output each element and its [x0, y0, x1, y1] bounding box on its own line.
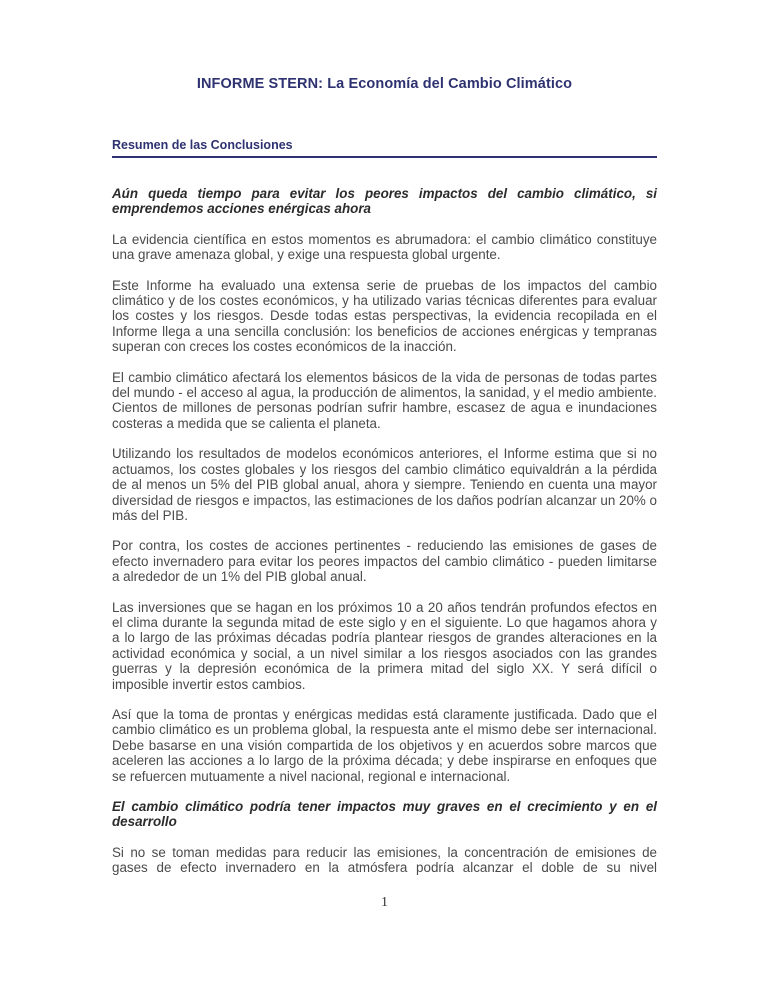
paragraph: Así que la toma de prontas y enérgicas medidas está claramente justificada. Dado que el cambio climático es un problema global, la respuesta ante el mismo debe ser internacional. Debe basarse en una visión compartida de los objetivos y en acuerdos sobre marcos que aceleren las acciones a lo largo de la próxima década; y debe inspirarse en enfoques que se refuercen mutuamente a nivel nacional, regional e internacional.	[112, 706, 657, 784]
paragraph: Este Informe ha evaluado una extensa serie de pruebas de los impactos del cambio climático y de los costes económicos, y ha utilizado varias técnicas diferentes para evaluar los costes y los riesgos. Desde todas estas perspectivas, la evidencia recopilada en el Informe llega a una sencilla conclusión: los beneficios de acciones enérgicas y tempranas superan con creces los costes económicos de la inacción.	[112, 277, 657, 355]
paragraph: Por contra, los costes de acciones pertinentes - reduciendo las emisiones de gases de efecto invernadero para evitar los peores impactos del cambio climático - pueden limitarse a alrededor de un 1% del PIB global anual.	[112, 538, 657, 585]
paragraph: El cambio climático afectará los elementos básicos de la vida de personas de todas partes del mundo - el acceso al agua, la producción de alimentos, la sanidad, y el medio ambiente. Cientos de millones de personas podrían sufrir hambre, escasez de agua e inundaciones costeras a medida que se calienta el planeta.	[112, 369, 657, 431]
subheading: El cambio climático podría tener impactos muy graves en el crecimiento y en el desarrollo	[112, 799, 657, 830]
paragraph: La evidencia científica en estos momentos es abrumadora: el cambio climático constituye una grave amenaza global, y exige una respuesta global urgente.	[112, 231, 657, 263]
paragraph: Si no se toman medidas para reducir las emisiones, la concentración de emisiones de gases de efecto invernadero en la atmósfera podría alcanzar el doble de su nivel	[112, 844, 657, 876]
section-heading: Resumen de las Conclusiones	[112, 138, 657, 158]
page-number: 1	[381, 895, 388, 910]
paragraph: Utilizando los resultados de modelos económicos anteriores, el Informe estima que si no actuamos, los costes globales y los riesgos del cambio climático equivaldrán a la pérdida de al menos un 5% del PIB global anual, ahora y siempre. Teniendo en cuenta una mayor diversidad de riesgos e impactos, las estimaciones de los daños podrían alcanzar un 20% o más del PIB.	[112, 446, 657, 523]
document-body	[112, 186, 657, 891]
paragraph: Las inversiones que se hagan en los próximos 10 a 20 años tendrán profundos efectos en el clima durante la segunda mitad de este siglo y en el siguiente. Lo que hagamos ahora y a lo largo de las próximas décadas podría plantear riesgos de grandes alteraciones en la actividad económica y social, a un nivel similar a los riesgos asociados con las grandes guerras y la depresión económica de la primera mitad del siglo XX. Y será difícil o imposible invertir estos cambios.	[112, 599, 657, 692]
subheading: Aún queda tiempo para evitar los peores impactos del cambio climático, si emprendemos acciones enérgicas ahora	[112, 186, 657, 217]
document-title: INFORME STERN: La Economía del Cambio Climático	[196, 76, 573, 92]
